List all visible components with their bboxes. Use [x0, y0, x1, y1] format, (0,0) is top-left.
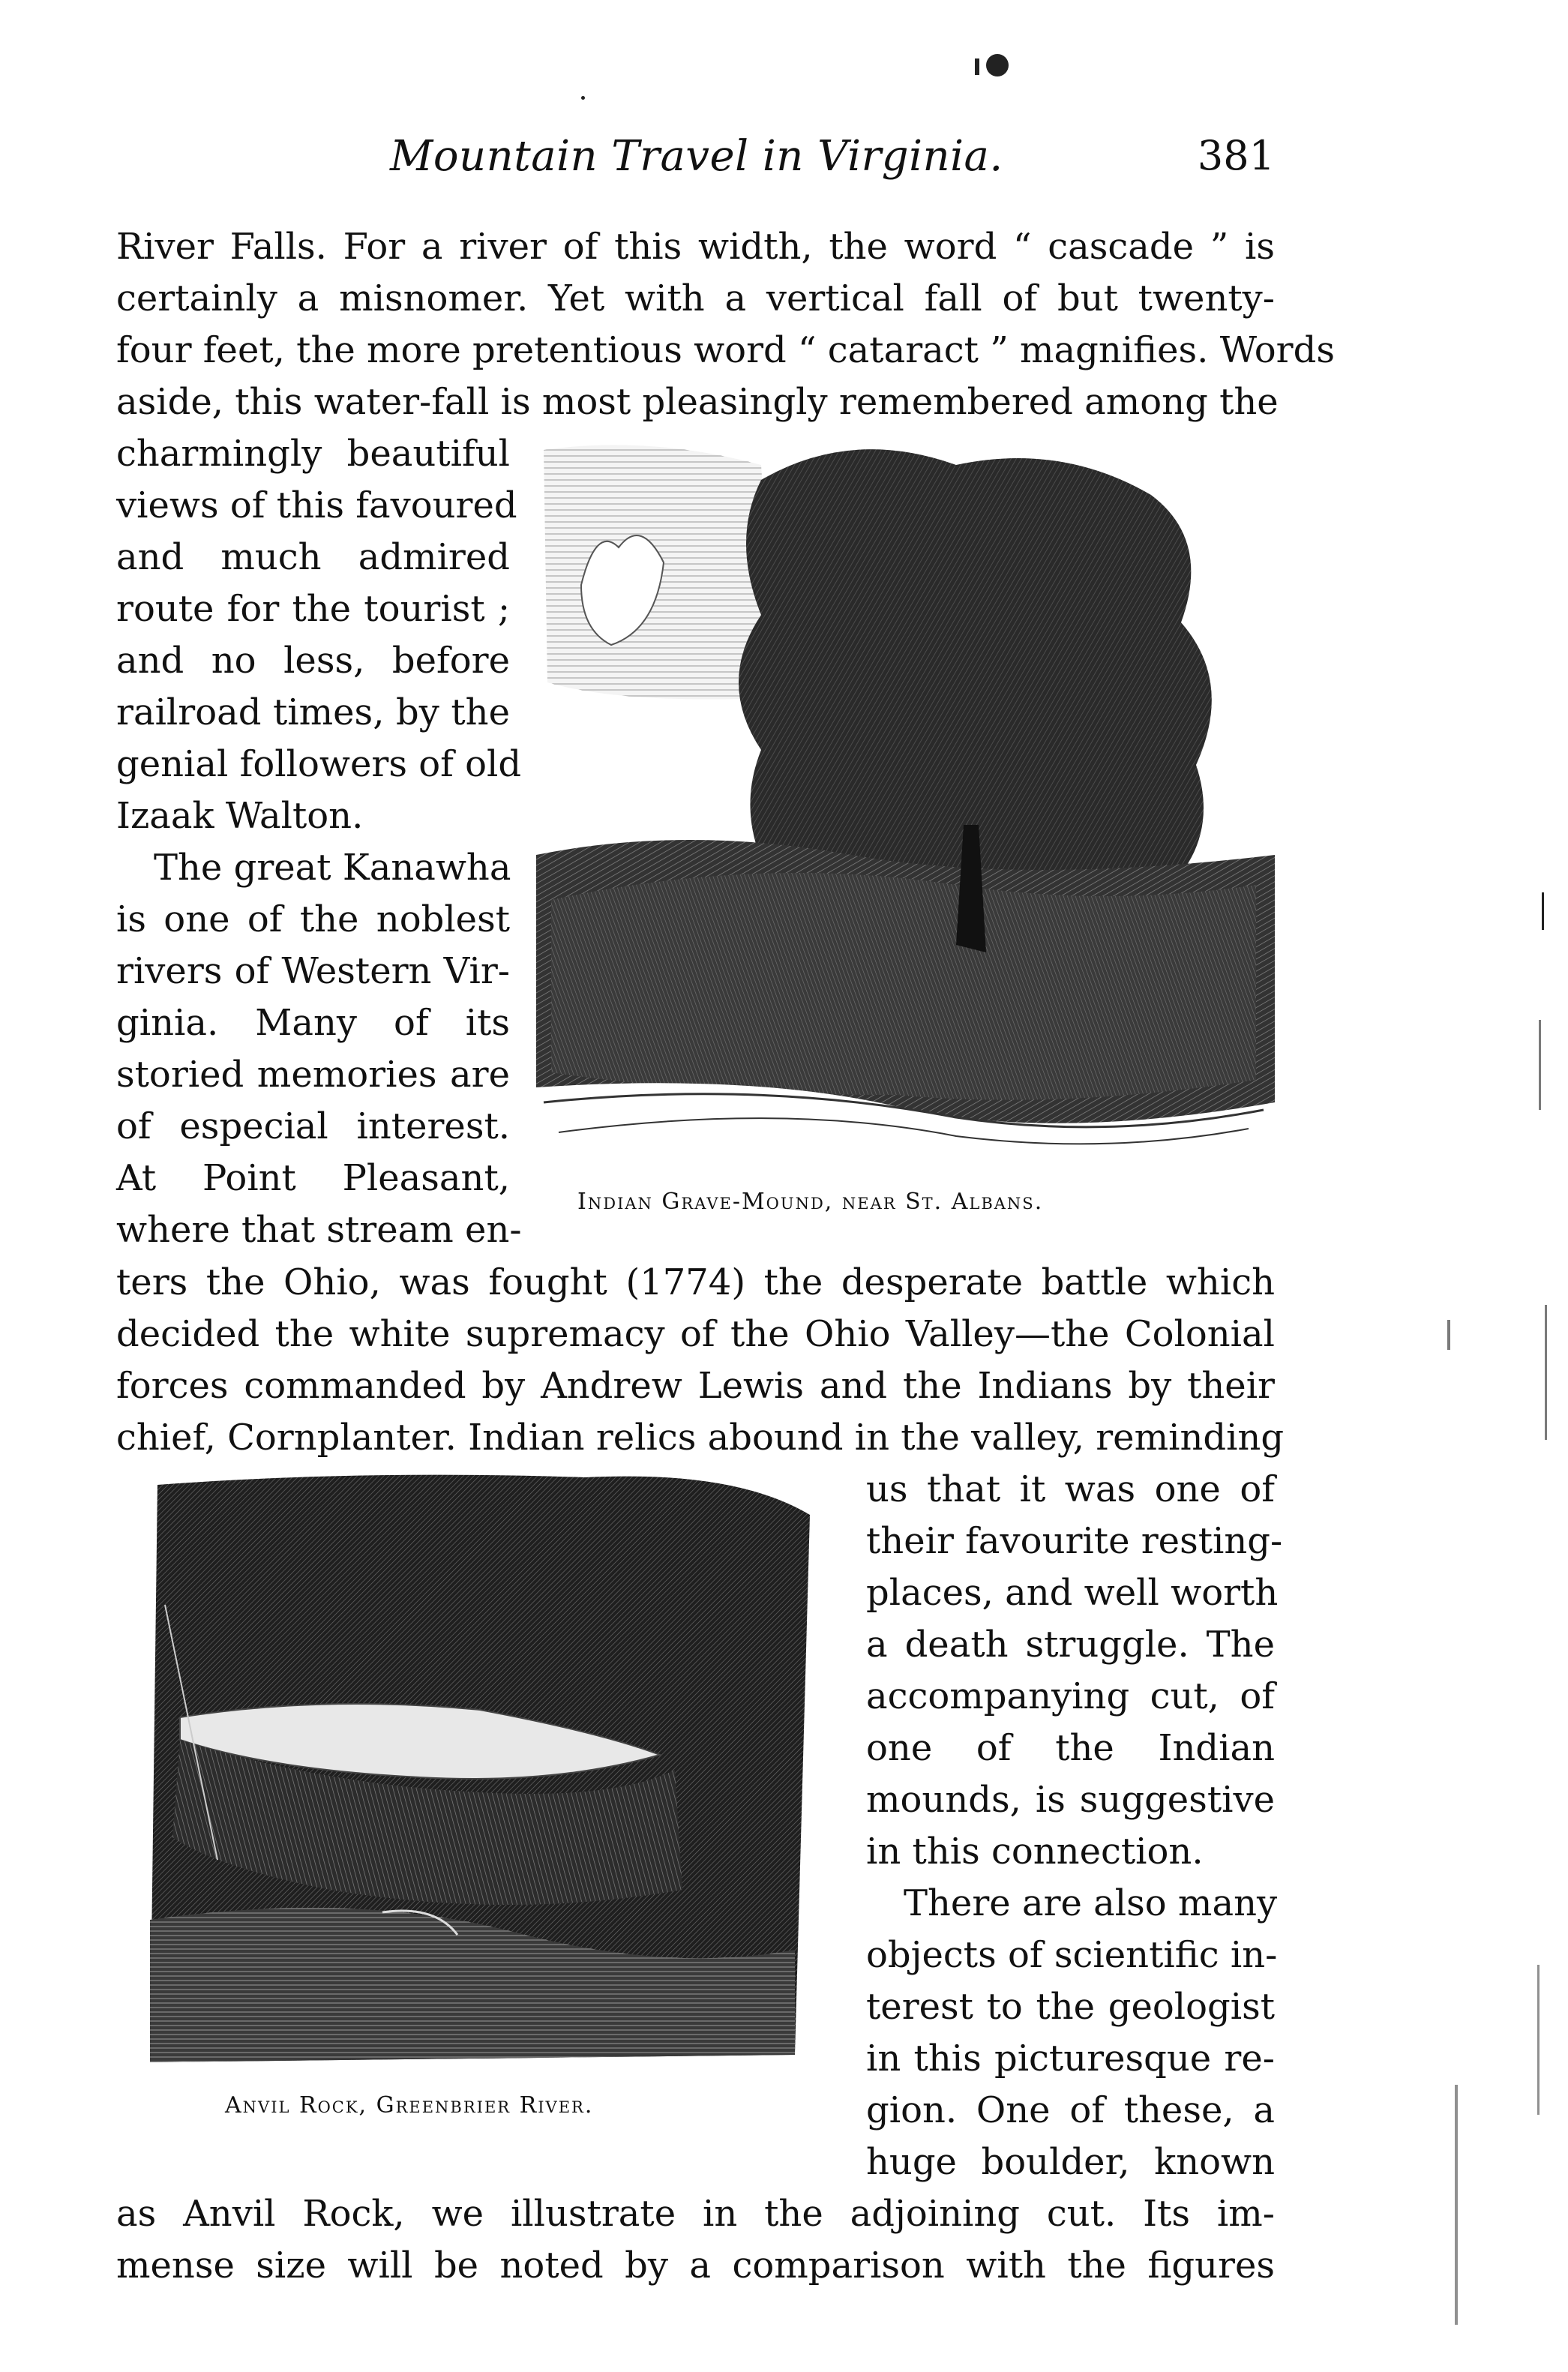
- text-line: terest to the geologist: [866, 1986, 1275, 2028]
- text-line: mounds, is suggestive: [866, 1779, 1275, 1821]
- paragraph-3-right: [866, 1878, 1278, 2188]
- text-line: places, and well worth: [866, 1572, 1279, 1614]
- text-line: aside, this water-fall is most pleasingly remembered among the: [116, 381, 1279, 423]
- text-line: as Anvil Rock, we illustrate in the adjoining cut. Its im-: [116, 2193, 1275, 2235]
- text-line: charmingly beautiful: [116, 433, 510, 475]
- text-line: their favourite resting-: [866, 1520, 1283, 1562]
- ink-speck: [581, 96, 585, 100]
- text-line: views of this favoured: [116, 484, 517, 526]
- text-line: certainly a misnomer. Yet with a vertical fall of but twenty-: [116, 277, 1275, 319]
- text-line: in this connection.: [866, 1831, 1204, 1873]
- anvil-rock-illustration: [135, 1470, 836, 2081]
- paragraph-2-right: [866, 1464, 1283, 1878]
- text-line: is one of the noblest: [116, 898, 510, 940]
- text-line: four feet, the more pretentious word “ cataract ” magnifies. Words: [116, 329, 1335, 371]
- text-line: There are also many: [904, 1882, 1278, 1924]
- anvil-rock-engraving: [135, 1470, 836, 2081]
- grave-mound-caption: Indian Grave-Mound, near St. Albans.: [577, 1189, 1044, 1215]
- paragraph-2-full: [116, 1257, 1285, 1464]
- ink-speck: [986, 54, 1009, 76]
- text-line: ginia. Many of its: [116, 1002, 510, 1044]
- text-line: us that it was one of: [866, 1468, 1275, 1510]
- text-line: of especial interest.: [116, 1105, 510, 1147]
- text-line: At Point Pleasant,: [116, 1157, 510, 1199]
- text-line: accompanying cut, of: [866, 1675, 1275, 1717]
- text-line: and no less, before: [116, 640, 510, 682]
- running-title: Mountain Travel in Virginia.: [390, 132, 1003, 181]
- anvil-rock-caption: Anvil Rock, Greenbrier River.: [225, 2092, 594, 2119]
- text-line: railroad times, by the: [116, 691, 510, 733]
- text-line: route for the tourist ;: [116, 588, 510, 630]
- text-line: forces commanded by Andrew Lewis and the Indians by their: [116, 1365, 1275, 1407]
- text-line: gion. One of these, a: [866, 2089, 1275, 2131]
- text-line: Izaak Walton.: [116, 795, 364, 837]
- text-line: genial followers of old: [116, 743, 522, 785]
- text-line: rivers of Western Vir-: [116, 950, 510, 992]
- text-line: a death struggle. The: [866, 1624, 1275, 1666]
- scan-mark: [1542, 892, 1544, 930]
- text-line: ters the Ohio, was fought (1774) the desperate battle which: [116, 1261, 1275, 1303]
- grave-mound-illustration: [536, 435, 1275, 1174]
- scan-mark: [1539, 1020, 1541, 1110]
- text-line: chief, Cornplanter. Indian relics abound in the valley, reminding: [116, 1417, 1285, 1459]
- scan-mark: [1447, 1320, 1450, 1350]
- scan-mark: [1455, 2085, 1458, 2325]
- text-line: River Falls. For a river of this width, the word “ cascade ” is: [116, 226, 1275, 268]
- scan-mark: [1545, 1305, 1547, 1440]
- scan-mark: [1537, 1965, 1540, 2115]
- text-line: in this picturesque re-: [866, 2038, 1275, 2080]
- grave-mound-engraving: [536, 435, 1275, 1174]
- paragraph-2-wrapped: [116, 842, 522, 1256]
- paragraph-1-full: [116, 221, 1335, 428]
- text-line: mense size will be noted by a comparison with the figures: [116, 2245, 1275, 2287]
- ink-speck: [975, 58, 979, 75]
- text-line: and much admired: [116, 536, 510, 578]
- text-line: objects of scientific in-: [866, 1934, 1278, 1976]
- paragraph-1-wrapped: [116, 428, 522, 842]
- text-line: storied memories are: [116, 1054, 510, 1096]
- text-line: The great Kanawha: [154, 847, 511, 889]
- text-line: where that stream en-: [116, 1209, 522, 1251]
- running-header: [120, 132, 1275, 184]
- page-number: 381: [1197, 132, 1275, 179]
- text-line: one of the Indian: [866, 1727, 1275, 1769]
- paragraph-3-full: [116, 2188, 1275, 2292]
- text-line: huge boulder, known: [866, 2141, 1275, 2183]
- text-line: decided the white supremacy of the Ohio Valley—the Colonial: [116, 1313, 1275, 1355]
